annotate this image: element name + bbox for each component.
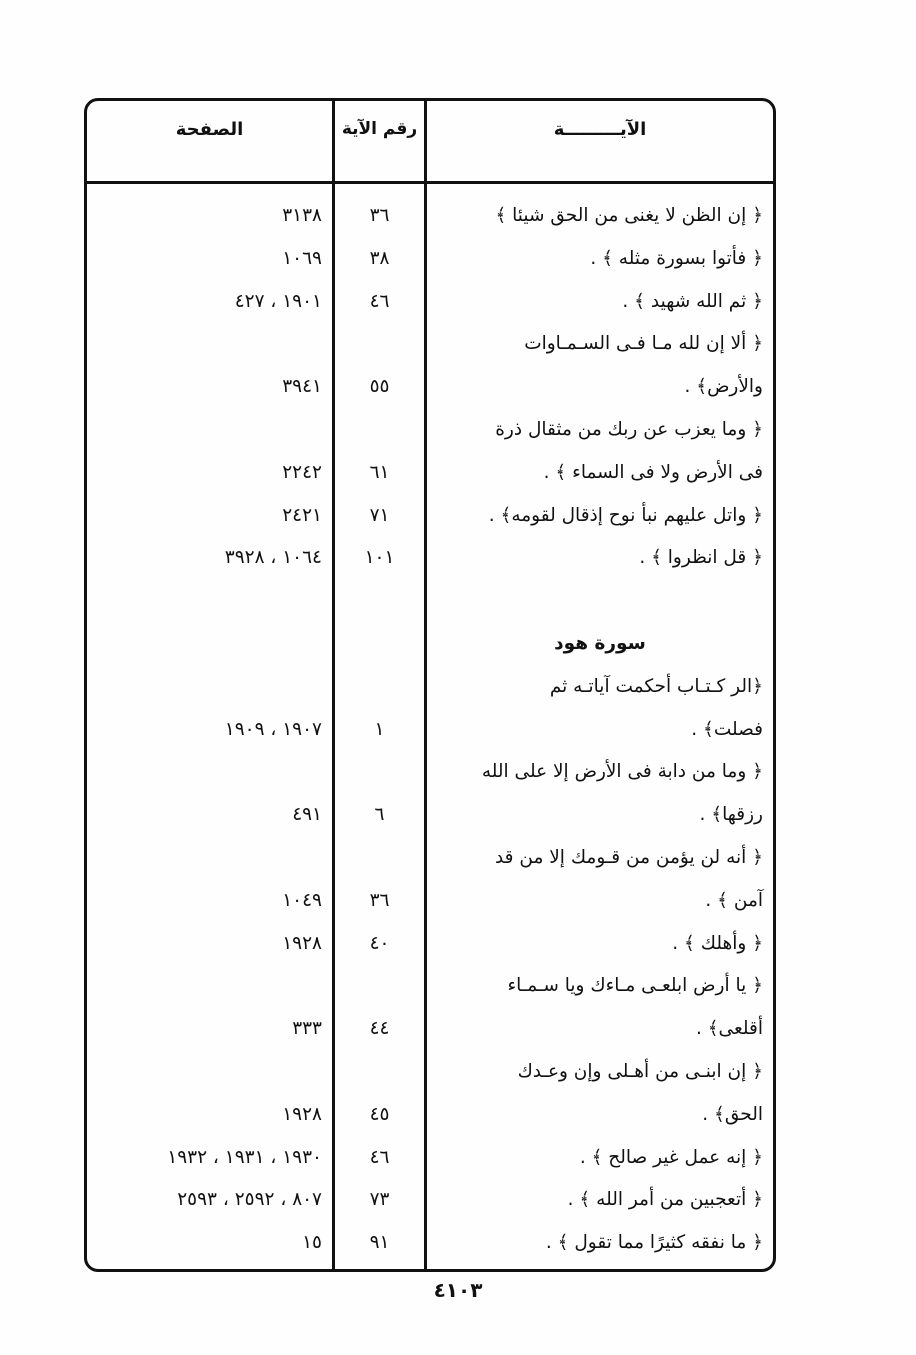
page-reference: ١٠٤٩ — [282, 889, 322, 911]
verse-line: ﴿ قل انظروا ﴾ . — [639, 547, 763, 569]
verse-text — [439, 1051, 763, 1137]
page-reference: ١٩٠٧ ، ١٩٠٩ — [224, 718, 322, 740]
verse-number: ٧٣ — [369, 1189, 390, 1211]
verse-line: ﴿ ثم الله شهيد ﴾ . — [622, 290, 763, 312]
verse-number: ٤٥ — [369, 1103, 390, 1125]
verse-line: والأرض﴾ . — [684, 376, 763, 398]
table-row — [87, 666, 773, 752]
verse-text — [439, 965, 763, 1051]
verse-number: ١ — [374, 718, 385, 740]
verse-line: ﴿ يا أرض ابلعـى مـاءك ويا سـمـاء — [507, 975, 763, 997]
verse-text — [439, 1222, 763, 1265]
page-reference: ٣١٣٨ — [282, 205, 322, 226]
verse-number: ٣٨ — [369, 247, 390, 269]
header-divider — [87, 181, 773, 184]
table-row — [87, 238, 773, 281]
verse-line: أقلعى﴾ . — [695, 1018, 763, 1040]
verse-text — [439, 323, 763, 409]
table-row — [87, 751, 773, 837]
verse-text — [439, 1179, 763, 1222]
verse-line: آمن ﴾ . — [705, 889, 763, 911]
header-verse: الآيـــــــــة — [553, 119, 647, 140]
verse-number: ٦١ — [369, 461, 390, 483]
verse-line: ﴿ ما نفقه كثيرًا مما تقول ﴾ . — [545, 1232, 763, 1254]
table-row — [87, 580, 773, 623]
verse-number: ٦ — [374, 804, 385, 826]
header-verse-number: رقم الآية — [341, 119, 418, 139]
page-number: ٤١٠٣ — [433, 1278, 483, 1302]
verse-number: ٣٦ — [369, 889, 390, 911]
verse-number: ١٠١ — [364, 547, 395, 569]
table-body — [87, 195, 773, 1265]
table-row — [87, 281, 773, 324]
page-reference: ٣٣٣ — [292, 1018, 322, 1040]
table-row — [87, 495, 773, 538]
index-table — [84, 98, 776, 1272]
table-row — [87, 1051, 773, 1137]
verse-line: ﴿ فأتوا بسورة مثله ﴾ . — [590, 247, 763, 269]
verse-text — [439, 837, 763, 923]
verse-number: ٤٦ — [369, 290, 390, 312]
verse-line: ﴿ وأهلك ﴾ . — [672, 932, 763, 954]
page-reference: ١٩٢٨ — [282, 1103, 322, 1125]
table-row — [87, 323, 773, 409]
verse-line: رزقها﴾ . — [699, 804, 763, 826]
page-reference: ١٥ — [302, 1232, 322, 1254]
verse-line — [439, 580, 763, 623]
surah-heading — [87, 623, 773, 666]
verse-line: ﴿ إن ابنـى من أهـلى وإن وعـدك — [517, 1060, 763, 1082]
page-reference: ١٩٣٠ ، ١٩٣١ ، ١٩٣٢ — [167, 1146, 322, 1168]
verse-number: ٩١ — [369, 1232, 390, 1254]
page-reference: ١٠٦٩ — [282, 247, 322, 269]
surah-title: سورة هود — [554, 632, 646, 654]
verse-line: ﴿ ألا إن لله مـا فـى السـمـاوات — [524, 333, 763, 355]
table-row — [87, 965, 773, 1051]
verse-number: ٤٤ — [369, 1018, 390, 1040]
page-reference: ٨٠٧ ، ٢٥٩٢ ، ٢٥٩٣ — [177, 1189, 322, 1211]
verse-number: ٤٦ — [369, 1146, 390, 1168]
verse-line: ﴿ وما من دابة فى الأرض إلا على الله — [481, 761, 763, 783]
table-row — [87, 1179, 773, 1222]
verse-text — [439, 666, 763, 752]
verse-number — [335, 580, 424, 623]
verse-line: الحق﴾ . — [702, 1103, 763, 1125]
verse-line: فصلت﴾ . — [691, 718, 763, 740]
verse-text — [439, 751, 763, 837]
verse-number: ٧١ — [369, 504, 390, 526]
verse-number: ٣٦ — [369, 205, 390, 226]
page-reference: ١٠٦٤ ، ٣٩٢٨ — [224, 547, 322, 569]
verse-text — [439, 580, 763, 623]
verse-line: ﴿الر كـتـاب أحكمت آياتـه ثم — [549, 675, 763, 697]
verse-line: فى الأرض ولا فى السماء ﴾ . — [543, 461, 763, 483]
table-row — [87, 537, 773, 580]
verse-line: ﴿ واتل عليهم نبأ نوح إذقال لقومه﴾ . — [488, 504, 763, 526]
verse-line: ﴿ إنه عمل غير صالح ﴾ . — [579, 1146, 763, 1168]
verse-text — [439, 281, 763, 324]
verse-line: ﴿ أنه لن يؤمن من قـومك إلا من قد — [494, 846, 763, 868]
verse-number: ٤٠ — [369, 932, 390, 954]
page-reference: ٤٩١ — [292, 804, 322, 826]
verse-text — [439, 238, 763, 281]
page-reference: ٢٢٤٢ — [282, 461, 322, 483]
verse-text — [439, 495, 763, 538]
table-row — [87, 1137, 773, 1180]
table-row — [87, 923, 773, 966]
page-reference: ٢٤٢١ — [282, 504, 322, 526]
header-page: الصفحة — [175, 119, 244, 140]
verse-line: ﴿ وما يعزب عن ربك من مثقال ذرة — [495, 418, 763, 440]
verse-text — [439, 537, 763, 580]
verse-text — [439, 923, 763, 966]
verse-text — [439, 1137, 763, 1180]
page-reference: ٣٩٤١ — [282, 376, 322, 398]
table-row — [87, 195, 773, 238]
verse-text — [439, 409, 763, 495]
verse-text — [439, 195, 763, 238]
verse-line: ﴿ إن الظن لا يغنى من الحق شيئا ﴾ — [495, 205, 763, 226]
table-row — [87, 409, 773, 495]
page-reference: ١٩٢٨ — [282, 932, 322, 954]
verse-number: ٥٥ — [369, 376, 390, 398]
table-row — [87, 1222, 773, 1265]
table-row — [87, 837, 773, 923]
page-reference: ١٩٠١ ، ٤٢٧ — [234, 290, 322, 312]
verse-line: ﴿ أتعجبين من أمر الله ﴾ . — [567, 1189, 763, 1211]
